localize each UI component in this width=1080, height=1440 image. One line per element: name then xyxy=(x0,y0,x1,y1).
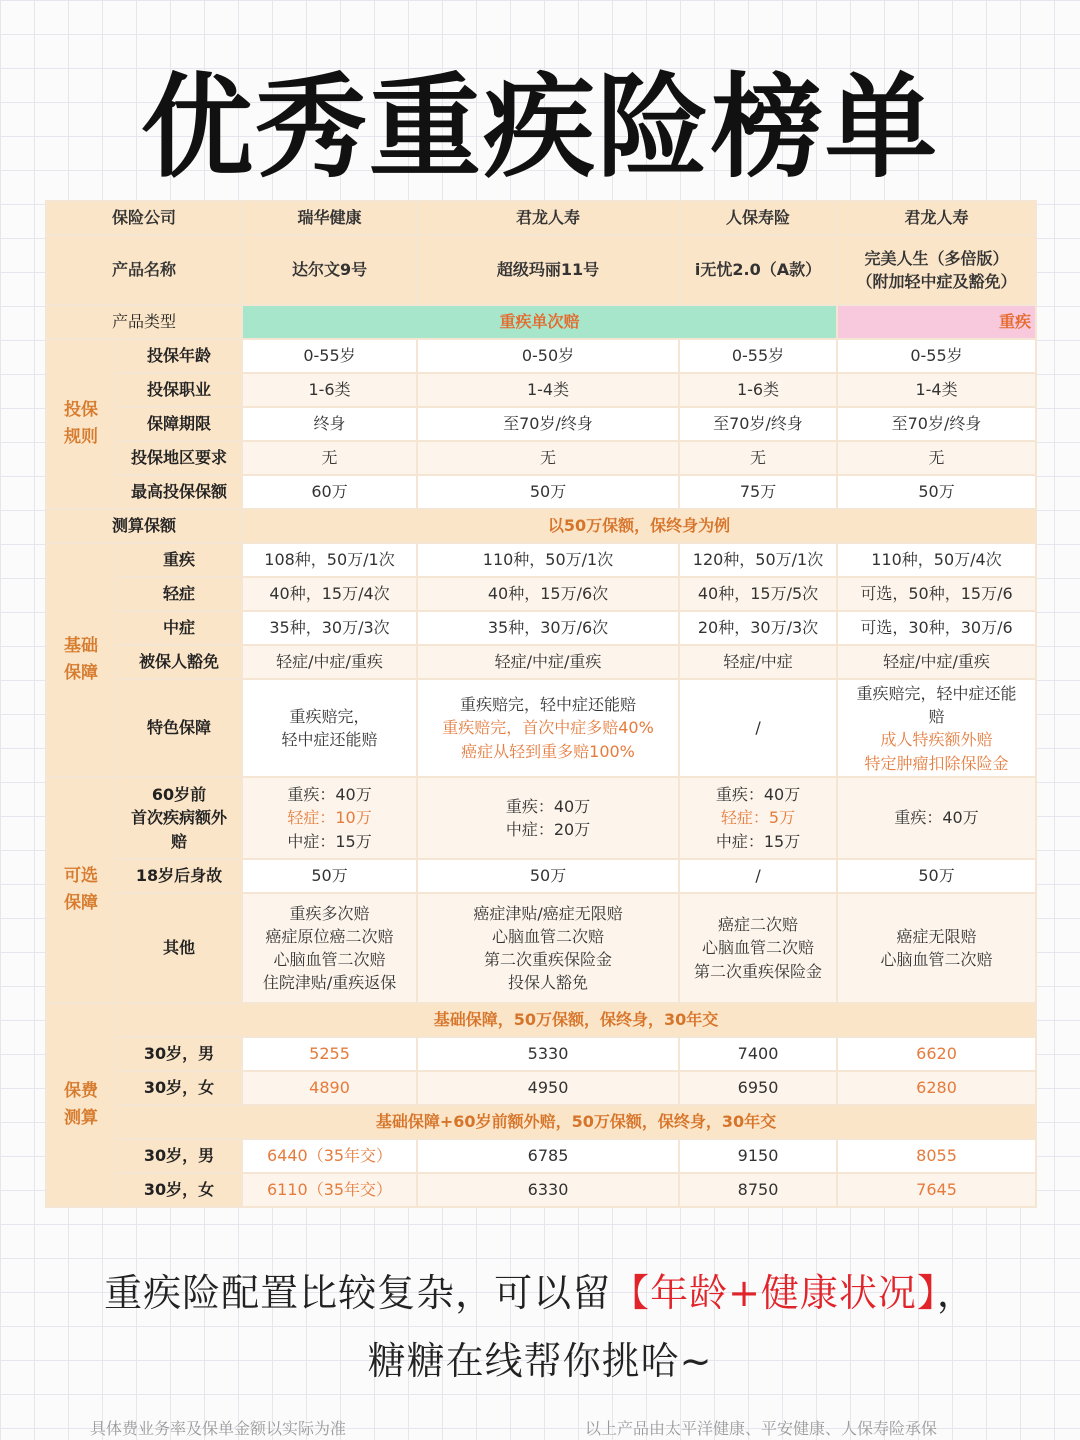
product-3: i无忧2.0（A款） xyxy=(679,235,837,305)
other-line: 心脑血管二次赔 xyxy=(273,950,386,969)
cell: 40种，15万/5次 xyxy=(679,577,837,611)
row-label: 被保人豁免 xyxy=(116,645,242,679)
row-premium-note2 xyxy=(46,1105,1036,1139)
premium-note1: 基础保障，50万保额，保终身，30年交 xyxy=(116,1003,1036,1037)
company-4: 君龙人寿 xyxy=(837,201,1036,235)
group-basic xyxy=(46,543,116,777)
cell: 6330 xyxy=(417,1173,679,1207)
cell: 无 xyxy=(837,441,1036,475)
cell: 60万 xyxy=(242,475,417,509)
disclaimer-right: 以上产品由太平洋健康、平安健康、人保寿险承保 xyxy=(585,1419,938,1438)
row-label: 30岁，女 xyxy=(116,1173,242,1207)
row-label: 中症 xyxy=(116,611,242,645)
product-type-multi: 重疾 xyxy=(837,305,1036,339)
cell: 终身 xyxy=(242,407,417,441)
cell: 40种，15万/6次 xyxy=(417,577,679,611)
group-basic-line2: 保障 xyxy=(64,663,98,683)
group-premium-line2: 测算 xyxy=(64,1108,98,1128)
disclaimer-left: 具体费业务率及保单金额以实际为准 xyxy=(90,1419,347,1438)
other-4 xyxy=(837,893,1036,1003)
before60-label-line: 60岁前 xyxy=(151,785,207,805)
cell: 可选，30种，30万/6 xyxy=(837,611,1036,645)
cell: 1-4类 xyxy=(837,373,1036,407)
cell: 至70岁/终身 xyxy=(837,407,1036,441)
table-row xyxy=(46,1173,1036,1207)
product-4 xyxy=(837,235,1036,305)
table-row xyxy=(46,339,1036,373)
feature-3: / xyxy=(679,679,837,777)
product-type-single: 重疾单次赔 xyxy=(242,305,837,339)
before60-2 xyxy=(417,777,679,859)
row-label: 最高投保保额 xyxy=(116,475,242,509)
before60-4: 重疾：40万 xyxy=(837,777,1036,859)
row-label: 特色保障 xyxy=(116,679,242,777)
row-product-type xyxy=(46,305,1036,339)
product-2: 超级玛丽11号 xyxy=(417,235,679,305)
cell: 可选，50种，15万/6 xyxy=(837,577,1036,611)
row-label: 其他 xyxy=(116,893,242,1003)
cell: 1-6类 xyxy=(242,373,417,407)
group-optional-line2: 保障 xyxy=(64,893,98,913)
before60-line: 重疾：40万 xyxy=(505,796,591,816)
group-rules-line1: 投保 xyxy=(64,399,98,420)
other-3 xyxy=(679,893,837,1003)
other-line: 第二次重疾保险金 xyxy=(694,961,823,981)
cell: 6110（35年交） xyxy=(242,1173,417,1207)
cell: 20种，30万/3次 xyxy=(679,611,837,645)
footer-cta-line2: 糖糖在线帮你挑哈~ xyxy=(367,1339,713,1383)
cell: 至70岁/终身 xyxy=(679,407,837,441)
other-line: 癌症原位癌二次赔 xyxy=(265,926,394,946)
other-line: 心脑血管二次赔 xyxy=(880,950,993,969)
row-other xyxy=(46,893,1036,1003)
cell: 110种，50万/1次 xyxy=(417,543,679,577)
cell: 轻症/中症/重疾 xyxy=(242,645,417,679)
cell: 6280 xyxy=(837,1071,1036,1105)
cell: / xyxy=(679,859,837,893)
other-line: 重疾多次赔 xyxy=(289,903,370,923)
company-label: 保险公司 xyxy=(46,201,242,235)
row-label: 投保年龄 xyxy=(116,339,242,373)
other-line: 第二次重疾保险金 xyxy=(484,950,613,969)
calc-label: 测算保额 xyxy=(46,509,242,543)
cell: 轻症/中症/重疾 xyxy=(417,645,679,679)
cell: 6620 xyxy=(837,1037,1036,1071)
other-2 xyxy=(417,893,679,1003)
before60-3 xyxy=(679,777,837,859)
row-premium-note1 xyxy=(46,1003,1036,1037)
cell: 108种，50万/1次 xyxy=(242,543,417,577)
row-company xyxy=(46,201,1036,235)
table-row xyxy=(46,611,1036,645)
group-premium-line1: 保费 xyxy=(64,1080,98,1101)
table-row xyxy=(46,475,1036,509)
footer-highlight: 【年龄+健康状况】 xyxy=(611,1271,937,1315)
cell: 35种，30万/6次 xyxy=(417,611,679,645)
cell: 无 xyxy=(679,441,837,475)
cell: 50万 xyxy=(837,475,1036,509)
cell: 6440（35年交） xyxy=(242,1139,417,1173)
row-death xyxy=(46,859,1036,893)
cell: 4890 xyxy=(242,1071,417,1105)
cell: 6950 xyxy=(679,1071,837,1105)
feature-4-line: 特定肿瘤扣除保险金 xyxy=(864,753,1009,773)
cell: 7645 xyxy=(837,1173,1036,1207)
cell: 0-50岁 xyxy=(417,339,679,373)
before60-line: 中症：15万 xyxy=(715,831,801,851)
row-label: 轻症 xyxy=(116,577,242,611)
feature-2-line: 癌症从轻到重多赔100% xyxy=(461,741,635,761)
cell: 0-55岁 xyxy=(679,339,837,373)
product-type-label: 产品类型 xyxy=(46,305,242,339)
table-row xyxy=(46,407,1036,441)
before60-label-line: 赔 xyxy=(171,831,188,851)
feature-4-clip xyxy=(840,682,1033,774)
before60-label-line: 首次疾病额外 xyxy=(131,808,228,828)
calc-note: 以50万保额，保终身为例 xyxy=(242,509,1036,543)
row-label: 投保职业 xyxy=(116,373,242,407)
feature-2-line: 重疾赔完，首次中症多赔40% xyxy=(442,718,654,738)
other-line: 投保人豁免 xyxy=(508,973,589,993)
before60-line: 重疾：40万 xyxy=(715,785,801,805)
company-3: 人保寿险 xyxy=(679,201,837,235)
feature-1-line: 轻中症还能赔 xyxy=(281,730,378,749)
feature-2-line: 重疾赔完，轻中症还能赔 xyxy=(460,695,637,715)
other-line: 癌症无限赔 xyxy=(896,926,977,946)
row-product xyxy=(46,235,1036,305)
premium-note2: 基础保障+60岁前额外赔，50万保额，保终身，30年交 xyxy=(116,1105,1036,1139)
feature-4 xyxy=(837,679,1036,777)
before60-line: 轻症：10万 xyxy=(287,808,372,828)
cell: 至70岁/终身 xyxy=(417,407,679,441)
table-row xyxy=(46,441,1036,475)
other-1 xyxy=(242,893,417,1003)
cell: 50万 xyxy=(837,859,1036,893)
feature-1-line: 重疾赔完， xyxy=(289,706,370,726)
cell: 50万 xyxy=(417,475,679,509)
table-row xyxy=(46,1139,1036,1173)
table-row xyxy=(46,645,1036,679)
footer-cta-line1 xyxy=(0,1262,1080,1317)
cell: 50万 xyxy=(417,859,679,893)
group-basic-line1: 基础 xyxy=(64,635,98,656)
row-label: 重疾 xyxy=(116,543,242,577)
cell: 5255 xyxy=(242,1037,417,1071)
page-title: 优秀重疾险榜单 xyxy=(141,63,939,193)
row-label: 30岁，女 xyxy=(116,1071,242,1105)
cell: 5330 xyxy=(417,1037,679,1071)
before60-line: 轻症：5万 xyxy=(720,808,796,828)
cell: 6785 xyxy=(417,1139,679,1173)
other-line: 癌症津贴/癌症无限赔 xyxy=(473,903,623,923)
group-optional xyxy=(46,777,116,1003)
row-label: 保障期限 xyxy=(116,407,242,441)
cell: 75万 xyxy=(679,475,837,509)
row-label: 30岁，男 xyxy=(116,1139,242,1173)
table-row xyxy=(46,1037,1036,1071)
cell: 50万 xyxy=(242,859,417,893)
cell: 0-55岁 xyxy=(242,339,417,373)
cell: 110种，50万/4次 xyxy=(837,543,1036,577)
row-label xyxy=(116,777,242,859)
feature-2 xyxy=(417,679,679,777)
cell: 40种，15万/4次 xyxy=(242,577,417,611)
cell: 8750 xyxy=(679,1173,837,1207)
row-label: 投保地区要求 xyxy=(116,441,242,475)
row-label: 30岁，男 xyxy=(116,1037,242,1071)
before60-line: 中症：20万 xyxy=(505,820,591,839)
row-feature xyxy=(46,679,1036,777)
group-rules-line2: 规则 xyxy=(64,427,98,447)
cell: 8055 xyxy=(837,1139,1036,1173)
row-label: 18岁后身故 xyxy=(116,859,242,893)
before60-line: 中症：15万 xyxy=(287,831,372,851)
cell: 1-6类 xyxy=(679,373,837,407)
feature-4-line: 赔 xyxy=(928,707,945,727)
cell: 35种，30万/3次 xyxy=(242,611,417,645)
feature-4-line: 成人特疾额外赔 xyxy=(880,730,993,750)
other-line: 癌症二次赔 xyxy=(718,915,799,935)
feature-1 xyxy=(242,679,417,777)
other-line: 住院津贴/重疾返保 xyxy=(262,973,397,993)
group-optional-line1: 可选 xyxy=(64,865,98,886)
other-line: 心脑血管二次赔 xyxy=(492,926,605,946)
footer-text-a: 重疾险配置比较复杂，可以留 xyxy=(104,1271,612,1315)
company-2: 君龙人寿 xyxy=(417,201,679,235)
footer-text-b: ， xyxy=(936,1271,976,1315)
table-row xyxy=(46,1071,1036,1105)
cell: 轻症/中症/重疾 xyxy=(837,645,1036,679)
product-1: 达尔文9号 xyxy=(242,235,417,305)
cell: 120种，50万/1次 xyxy=(679,543,837,577)
row-before60 xyxy=(46,777,1036,859)
table-row xyxy=(46,543,1036,577)
feature-4-line: 重疾赔完，轻中症还能 xyxy=(856,684,1017,703)
cell: 轻症/中症 xyxy=(679,645,837,679)
table-row xyxy=(46,577,1036,611)
product-4-line1: 完美人生（多倍版） xyxy=(864,248,1009,268)
row-calc xyxy=(46,509,1036,543)
group-premium xyxy=(46,1003,116,1207)
cell: 无 xyxy=(242,441,417,475)
table-row xyxy=(46,373,1036,407)
product-4-line2: （附加轻中症及豁免） xyxy=(856,272,1017,291)
group-rules xyxy=(46,339,116,509)
cell: 1-4类 xyxy=(417,373,679,407)
cell: 9150 xyxy=(679,1139,837,1173)
cell: 4950 xyxy=(417,1071,679,1105)
cell: 无 xyxy=(417,441,679,475)
product-label: 产品名称 xyxy=(46,235,242,305)
other-line: 心脑血管二次赔 xyxy=(702,938,815,958)
cell: 7400 xyxy=(679,1037,837,1071)
cell: 0-55岁 xyxy=(837,339,1036,373)
before60-1 xyxy=(242,777,417,859)
company-1: 瑞华健康 xyxy=(242,201,417,235)
comparison-table xyxy=(45,200,1037,1208)
before60-line: 重疾：40万 xyxy=(287,785,372,805)
